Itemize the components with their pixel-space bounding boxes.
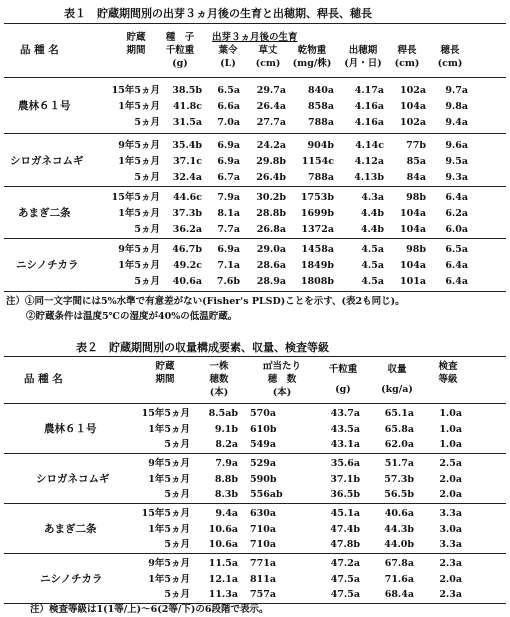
table2-cell: 8.3b <box>214 489 238 500</box>
table1-group-rule <box>4 133 506 134</box>
table2-cell: 36.5b <box>330 489 360 500</box>
table2-cell: 44.0b <box>384 539 414 550</box>
table1-variety: シロガネコムギ <box>10 155 84 167</box>
table2-cell: 43.7a <box>330 408 360 419</box>
table1-period: 5ヵ月 <box>134 172 160 183</box>
table2-header-yield: 収量 (kg/a) <box>381 364 413 395</box>
table2-period: 5ヵ月 <box>164 489 190 500</box>
table1-cell: 6.4a <box>445 276 468 287</box>
table2-period: 1年5ヵ月 <box>148 474 190 485</box>
table2-cell: 56.5b <box>384 489 414 500</box>
table1-period: 1年5ヵ月 <box>118 208 160 219</box>
table2-cell: 47.8b <box>330 539 360 550</box>
table2-cell: 2.0a <box>439 574 462 585</box>
table2-cell: 8.8b <box>214 474 238 485</box>
table1-header-seed: 種 子 千粒重 (g) <box>165 32 195 69</box>
table2-cell: 51.7a <box>384 458 414 469</box>
table2-cell: 10.6a <box>208 539 238 550</box>
table2-variety: ニシノチカラ <box>40 573 103 585</box>
table2-group-rule <box>4 503 506 504</box>
table1-cell: 1808b <box>300 276 334 287</box>
table2-header-ears-m2: ㎡当たり 穂 数 (本) <box>262 361 301 398</box>
table2-cell: 71.6a <box>384 574 414 585</box>
table2-cell: 570a <box>250 408 276 419</box>
table2-cell: 556ab <box>250 489 283 500</box>
table1-cell: 4.16a <box>354 117 384 128</box>
table1-cell: 9.7a <box>445 85 468 96</box>
table1-cell: 4.5a <box>361 244 384 255</box>
table2-cell: 610b <box>250 424 277 435</box>
table1-header-heading: 出穂期 (月・日) <box>344 45 382 69</box>
table2-cell: 35.6a <box>330 458 360 469</box>
table1-cell: 31.5a <box>172 117 202 128</box>
table2-header-grade: 検査 等級 <box>438 361 458 385</box>
table1-cell: 104a <box>400 260 426 271</box>
table2-cell: 40.6a <box>384 508 414 519</box>
table2-cell: 44.3b <box>384 524 414 535</box>
table1-cell: 7.7a <box>217 224 240 235</box>
table1-cell: 29.8b <box>256 156 286 167</box>
table1-cell: 9.4a <box>445 117 468 128</box>
table1-cell: 4.17a <box>354 85 384 96</box>
table2-cell: 1.0a <box>439 439 462 450</box>
table2-variety: 農林６１号 <box>44 423 97 435</box>
table1-period: 5ヵ月 <box>134 276 160 287</box>
table1-cell: 41.8c <box>173 101 202 112</box>
table1-header-growth-group: 出芽３ヵ月後の生育 <box>212 32 298 43</box>
table1-cell: 9.3a <box>445 172 468 183</box>
table1-cell: 28.6a <box>256 260 286 271</box>
table1-cell: 4.13b <box>354 172 384 183</box>
table1-cell: 85a <box>406 156 426 167</box>
table2-cell: 10.6a <box>208 524 238 535</box>
table1-cell: 38.5b <box>172 85 202 96</box>
table1-cell: 1849b <box>300 260 334 271</box>
table1-cell: 6.9a <box>217 156 240 167</box>
table1-cell: 102a <box>400 117 426 128</box>
table1-header-height: 草丈 (cm) <box>255 45 281 69</box>
table1-cell: 28.9a <box>256 276 286 287</box>
table2-cell: 65.8a <box>384 424 414 435</box>
table1-cell: 858a <box>308 101 334 112</box>
table2-period: 1年5ヵ月 <box>148 524 190 535</box>
table1-variety: ニシノチカラ <box>16 259 79 271</box>
table1-cell: 101a <box>400 276 426 287</box>
table2-cell: 47.5a <box>330 589 360 600</box>
table1-cell: 9.5a <box>445 156 468 167</box>
table1-cell: 6.4a <box>445 192 468 203</box>
table1-header-rule <box>4 77 506 78</box>
table1-header-period: 貯蔵 期間 <box>126 32 146 56</box>
table2-cell: 62.0a <box>384 439 414 450</box>
table1-cell: 36.2a <box>172 224 202 235</box>
table2-cell: 529a <box>250 458 276 469</box>
table1-cell: 6.6a <box>217 101 240 112</box>
table1-cell: 46.7b <box>172 244 202 255</box>
table2-cell: 590b <box>250 474 277 485</box>
table1-variety: あまぎ二条 <box>18 207 71 219</box>
table1-note-1: 注）①同一文字間には5%水準で有意差がない(Fisher's PLSD)ことを示す、(表2も同じ)。 <box>6 296 405 307</box>
table2-cell: 43.5a <box>330 424 360 435</box>
table2-cell: 47.2a <box>330 558 360 569</box>
table2-cell: 549a <box>250 439 276 450</box>
table2-header-rule <box>4 403 506 404</box>
table1-cell: 4.12a <box>354 156 384 167</box>
table1-period: 5ヵ月 <box>134 117 160 128</box>
table1-variety: 農林６１号 <box>18 100 71 112</box>
table2-period: 9年5ヵ月 <box>148 558 190 569</box>
table2-header-variety: 品 種 名 <box>24 373 63 385</box>
table1-group-rule <box>4 186 506 187</box>
table1-cell: 1154c <box>301 156 334 167</box>
table2-cell: 630a <box>250 508 276 519</box>
table1-period: 1年5ヵ月 <box>118 260 160 271</box>
table1-cell: 26.4a <box>256 101 286 112</box>
table1-cell: 32.4a <box>172 172 202 183</box>
table1-cell: 28.8b <box>256 208 286 219</box>
table1-cell: 35.4b <box>172 140 202 151</box>
table2-cell: 1.0a <box>439 408 462 419</box>
table1-cell: 29.7a <box>256 85 286 96</box>
table2-cell: 67.8a <box>384 558 414 569</box>
table2-cell: 2.3a <box>439 589 462 600</box>
table1-cell: 7.9a <box>217 192 240 203</box>
table1-cell: 1699b <box>300 208 334 219</box>
table2-top-rule <box>4 356 506 357</box>
table1-cell: 6.4a <box>445 260 468 271</box>
table2-cell: 2.0a <box>439 489 462 500</box>
table2-cell: 45.1a <box>330 508 360 519</box>
table1-note-2: ②貯蔵条件は温度5℃の湿度が40%の低温貯蔵。 <box>26 311 238 322</box>
table2-cell: 7.9a <box>215 458 238 469</box>
table1-cell: 27.7a <box>256 117 286 128</box>
table1-cell: 6.9a <box>217 244 240 255</box>
table2-cell: 37.1b <box>330 474 360 485</box>
table1-period: 1年5ヵ月 <box>118 101 160 112</box>
table2-period: 1年5ヵ月 <box>148 424 190 435</box>
table1-cell: 4.5a <box>361 260 384 271</box>
table2-group-rule <box>4 553 506 554</box>
table1-cell: 6.2a <box>445 208 468 219</box>
table1-cell: 6.5a <box>217 85 240 96</box>
table2-cell: 8.5ab <box>208 408 238 419</box>
table1-cell: 7.6b <box>216 276 240 287</box>
table2-cell: 1.0a <box>439 424 462 435</box>
table2-period: 15年5ヵ月 <box>141 508 190 519</box>
table1-cell: 26.8a <box>256 224 286 235</box>
table2-cell: 65.1a <box>384 408 414 419</box>
table2-variety: シロガネコムギ <box>36 473 110 485</box>
table2-note: 注）検査等級は1(1等/上)～6(2等/下)の6段階で表示。 <box>30 604 269 615</box>
table1-period: 1年5ヵ月 <box>118 156 160 167</box>
table2-cell: 68.4a <box>384 589 414 600</box>
table1-cell: 1753b <box>300 192 334 203</box>
table1-cell: 6.0a <box>445 224 468 235</box>
table2-cell: 3.3a <box>439 539 462 550</box>
table1-top-rule <box>4 23 506 24</box>
table1-cell: 6.5a <box>445 244 468 255</box>
table1-cell: 98b <box>406 244 426 255</box>
table2-cell: 757a <box>250 589 276 600</box>
table1-cell: 77b <box>406 140 426 151</box>
table1-cell: 104a <box>400 101 426 112</box>
table1-cell: 104a <box>400 208 426 219</box>
table1-cell: 24.2a <box>256 140 286 151</box>
table2-period: 5ヵ月 <box>164 589 190 600</box>
table2-header-kernel: 千粒重 (g) <box>328 364 358 395</box>
table1-cell: 7.0a <box>217 117 240 128</box>
table2-title: 表２ 貯蔵期間別の収量構成要素、収量、検査等級 <box>76 341 329 354</box>
table1-period: 5ヵ月 <box>134 224 160 235</box>
table1-cell: 102a <box>400 85 426 96</box>
table2-cell: 47.5a <box>330 574 360 585</box>
table1-cell: 4.4b <box>360 224 384 235</box>
table1-cell: 788a <box>308 172 334 183</box>
table2-group-rule <box>4 453 506 454</box>
table2-cell: 2.0a <box>439 474 462 485</box>
table2-cell: 710a <box>250 524 276 535</box>
table1-cell: 44.6c <box>173 192 202 203</box>
table2-cell: 57.3b <box>384 474 414 485</box>
table1-cell: 40.6a <box>172 276 202 287</box>
table2-period: 1年5ヵ月 <box>148 574 190 585</box>
table2-period: 5ヵ月 <box>164 539 190 550</box>
table1-cell: 840a <box>308 85 334 96</box>
table2-cell: 2.3a <box>439 558 462 569</box>
table2-cell: 3.3a <box>439 508 462 519</box>
table1-cell: 9.6a <box>445 140 468 151</box>
table2-cell: 9.4a <box>215 508 238 519</box>
table1-cell: 49.2c <box>173 260 202 271</box>
table1-cell: 4.14c <box>355 140 384 151</box>
table1-cell: 6.7a <box>217 172 240 183</box>
table1-header-leafage: 葉令 (L) <box>218 45 238 69</box>
table1-cell: 104a <box>400 224 426 235</box>
table2-cell: 11.3a <box>208 589 238 600</box>
table2-cell: 9.1b <box>214 424 238 435</box>
table1-cell: 98b <box>406 192 426 203</box>
table1-cell: 26.4b <box>256 172 286 183</box>
table1-header-drymatter: 乾物重 (mg/株) <box>292 45 332 69</box>
table1-cell: 788a <box>308 117 334 128</box>
table1-header-culm: 稈長 (cm) <box>394 45 420 69</box>
table1-cell: 4.5a <box>361 276 384 287</box>
table2-period: 9年5ヵ月 <box>148 458 190 469</box>
table2-cell: 771a <box>250 558 276 569</box>
table1-cell: 29.0a <box>256 244 286 255</box>
table2-cell: 43.1a <box>330 439 360 450</box>
table2-header-ears-plant: 一株 穂数 (本) <box>209 361 229 398</box>
table1-period: 15年5ヵ月 <box>111 192 160 203</box>
table1-cell: 4.3a <box>361 192 384 203</box>
table1-cell: 8.1a <box>217 208 240 219</box>
table1-group-rule <box>4 238 506 239</box>
table2-cell: 8.2a <box>215 439 238 450</box>
table1-cell: 4.16a <box>354 101 384 112</box>
table1-cell: 4.4b <box>360 208 384 219</box>
table1-cell: 84a <box>406 172 426 183</box>
table1-period: 9年5ヵ月 <box>118 140 160 151</box>
table1-title: 表１ 貯蔵期間別の出芽３ヵ月後の生育と出穂期、稈長、穂長 <box>64 7 372 20</box>
table1-cell: 904b <box>307 140 334 151</box>
table1-cell: 1372a <box>301 224 334 235</box>
table2-cell: 2.5a <box>439 458 462 469</box>
table1-cell: 30.2b <box>256 192 286 203</box>
table1-cell: 37.3b <box>172 208 202 219</box>
table1-cell: 1458a <box>301 244 334 255</box>
table2-cell: 811a <box>250 574 276 585</box>
table2-cell: 710a <box>250 539 276 550</box>
table2-cell: 12.1a <box>208 574 238 585</box>
table1-cell: 7.1a <box>217 260 240 271</box>
table1-cell: 9.8a <box>445 101 468 112</box>
table2-variety: あまぎ二条 <box>44 523 97 535</box>
table2-cell: 47.4b <box>330 524 360 535</box>
table1-cell: 6.9a <box>217 140 240 151</box>
table2-cell: 11.5a <box>208 558 238 569</box>
table2-cell: 3.0a <box>439 524 462 535</box>
table1-cell: 37.1c <box>173 156 202 167</box>
table1-bottom-rule <box>4 291 506 292</box>
table1-period: 9年5ヵ月 <box>118 244 160 255</box>
table1-header-ear: 穂長 (cm) <box>437 45 463 69</box>
table2-header-period: 貯蔵 期間 <box>155 361 175 385</box>
table1-period: 15年5ヵ月 <box>111 85 160 96</box>
table2-period: 5ヵ月 <box>164 439 190 450</box>
table1-header-variety: 品 種 名 <box>20 44 59 56</box>
table2-period: 15年5ヵ月 <box>141 408 190 419</box>
